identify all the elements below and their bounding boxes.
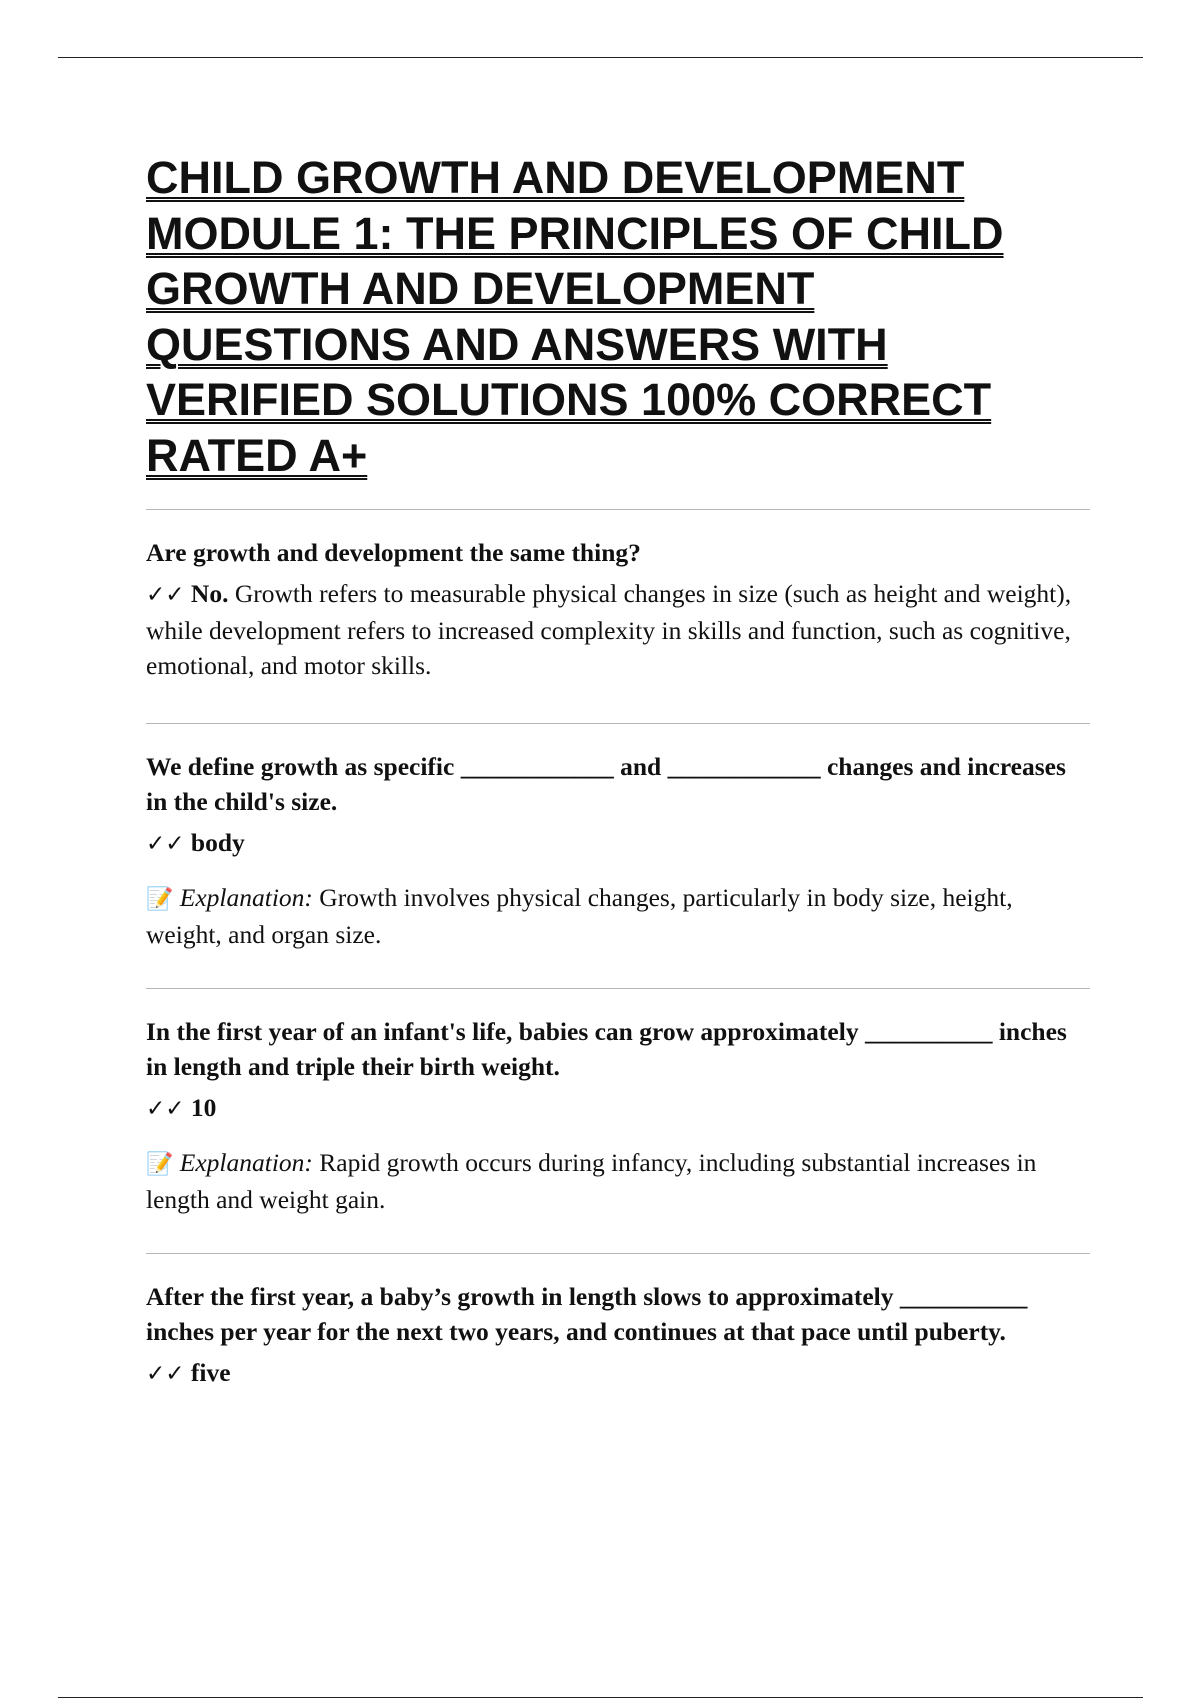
explanation-text: Growth involves physical changes, particularly in body size, height, weight, and organ size. <box>146 883 1013 949</box>
answer-text <box>146 1355 1090 1392</box>
question-text: After the first year, a baby’s growth in length slows to approximately __________ inches per year for the next two years, and continues at that pace until puberty. <box>146 1282 1028 1346</box>
explanation <box>146 880 1090 952</box>
answer-text <box>146 825 1090 862</box>
explanation-label: Explanation: <box>179 883 313 912</box>
question-text: We define growth as specific ____________ and ____________ changes and increases in the child's size. <box>146 752 1066 816</box>
qa-item-4 <box>146 1254 1090 1392</box>
double-check-icon: ✓✓ <box>146 1361 185 1387</box>
document-body <box>146 150 1090 1392</box>
answer-text <box>146 1090 1090 1127</box>
document-title: CHILD GROWTH AND DEVELOPMENT MODULE 1: THE PRINCIPLES OF CHILD GROWTH AND DEVELOPMENT QUESTIONS AND ANSWERS WITH VERIFIED SOLUTIONS 100% CORRECT RATED A+ <box>146 152 1004 481</box>
question-text: In the first year of an infant's life, babies can grow approximately __________ inches in length and triple their birth weight. <box>146 1017 1067 1081</box>
memo-icon: 📝 <box>146 1152 174 1177</box>
explanation <box>146 1145 1090 1217</box>
answer-text <box>146 576 1090 683</box>
answer-lead: No. <box>190 579 229 608</box>
double-check-icon: ✓✓ <box>146 1096 185 1122</box>
memo-icon: 📝 <box>146 887 174 912</box>
answer-value: 10 <box>190 1093 217 1122</box>
double-check-icon: ✓✓ <box>146 831 185 857</box>
page-bottom-rule <box>58 1697 1143 1698</box>
answer-value: body <box>190 828 245 857</box>
qa-item-1 <box>146 510 1090 723</box>
qa-item-2 <box>146 724 1090 988</box>
explanation-text: Rapid growth occurs during infancy, including substantial increases in length and weight gain. <box>146 1148 1037 1214</box>
qa-item-3 <box>146 989 1090 1253</box>
page-top-rule <box>58 57 1143 58</box>
answer-value: five <box>190 1358 231 1387</box>
question-text: Are growth and development the same thing? <box>146 538 641 567</box>
double-check-icon: ✓✓ <box>146 582 185 608</box>
answer-body: Growth refers to measurable physical changes in size (such as height and weight), while development refers to increased complexity in skills and function, such as cognitive, emotional, and motor skills. <box>146 579 1072 680</box>
explanation-label: Explanation: <box>179 1148 313 1177</box>
